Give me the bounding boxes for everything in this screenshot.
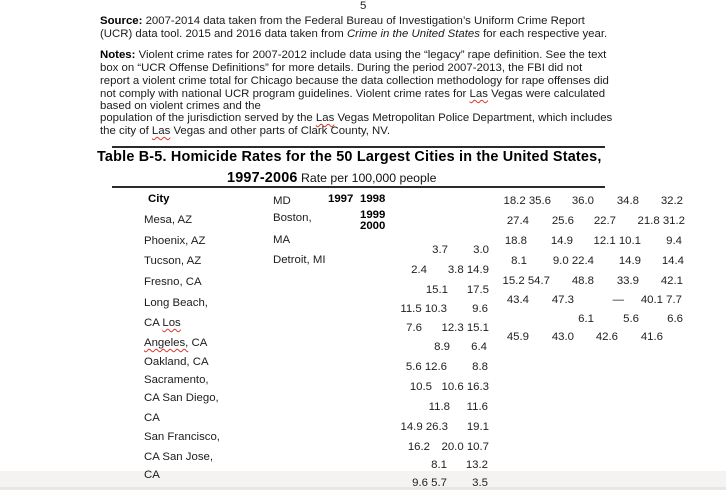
city-cell: Phoenix, AZ (144, 235, 206, 247)
table-top-rule (112, 146, 605, 148)
city-cell: Mesa, AZ (144, 214, 193, 226)
rate-cell: 45.9 (506, 331, 529, 343)
rate-cell: 8.1 (431, 459, 447, 471)
rate-cell: 10.5 (409, 381, 432, 393)
rate-cell: 42.6 (595, 331, 618, 343)
rate-cell: 34.8 (616, 195, 639, 207)
notes-line-2: box on “UCR Offense Definitions” for more details. During the period 2007-2013, the FBI did not (100, 62, 583, 74)
rate-cell: 14.4 (661, 255, 684, 267)
source-line-1 (100, 15, 585, 27)
notes-line-4: not comply with national UCR program guidelines. Violent crime rates for Las Vegas were calculated (100, 88, 606, 100)
rate-cell: 3.7 (432, 244, 448, 256)
city-cell: CA Los (144, 317, 181, 329)
rate-cell: 8.1 (511, 255, 527, 267)
city-cell: Sacramento, (144, 374, 209, 386)
spellcheck-word: Las (151, 125, 171, 137)
spellcheck-word: Los (162, 317, 181, 329)
source-italic-title: Crime in the United States (346, 28, 480, 40)
rate-cell: 3.0 (473, 244, 489, 256)
table-title: Table B-5. Homicide Rates for the 50 Largest Cities in the United States, (97, 149, 602, 165)
rate-cell: 8.8 (472, 361, 488, 373)
source-line-2 (100, 28, 607, 40)
notes-label: Notes: (100, 49, 136, 61)
rate-cell: 13.2 (465, 459, 488, 471)
col-header-1997: 1997 (328, 193, 354, 205)
rate-cell: 14.9 26.3 (400, 421, 448, 433)
col-header-1999: 1999 (360, 209, 386, 221)
rate-cell: 9.6 (472, 303, 488, 315)
spellcheck-word: Las (315, 112, 335, 124)
spellcheck-word: Las (469, 88, 488, 100)
table-subtitle-years: 1997-2006 (227, 170, 298, 186)
notes-line-1 (100, 49, 606, 61)
col-header-1998: 1998 (360, 193, 386, 205)
rate-cell: 33.9 (616, 275, 639, 287)
rate-cell: 9.6 5.7 (412, 477, 447, 489)
city-cell: Oakland, CA (144, 356, 209, 368)
rate-cell: 14.9 (618, 255, 641, 267)
rate-cell: 22.7 (593, 215, 616, 227)
rate-cell: 36.0 (571, 195, 594, 207)
rate-cell: 8.9 (434, 341, 450, 353)
source-text: 2007-2014 data taken from the Federal Bureau of Investigation’s Uniform Crime Report (142, 15, 585, 27)
rate-cell: 32.2 (660, 195, 683, 207)
rate-cell: 7.6 (406, 322, 422, 334)
rate-cell: 48.8 (571, 275, 594, 287)
table-header-rule (112, 186, 605, 188)
rate-cell: 47.3 (551, 294, 574, 306)
window-bottom-strip (0, 471, 726, 490)
rate-cell: 43.4 (506, 294, 529, 306)
notes-text: Violent crime rates for 2007-2012 include data using the “legacy” rape definition. See the text (135, 49, 607, 61)
city-cell: San Francisco, (144, 431, 220, 443)
rate-cell: 5.6 (623, 313, 639, 325)
rate-cell: 15.1 (425, 284, 448, 296)
spellcheck-word: Angeles, (144, 337, 189, 349)
col-header-md: MD (273, 195, 291, 207)
md-cell: Boston, (273, 212, 312, 224)
rate-cell: 5.6 12.6 (405, 361, 447, 373)
rate-cell: 43.0 (551, 331, 574, 343)
md-cell: Detroit, MI (273, 254, 326, 266)
rate-cell: 3.5 (472, 477, 488, 489)
city-cell: Long Beach, (144, 297, 208, 309)
page-number: 5 (360, 0, 367, 12)
rate-cell: 11.8 (428, 401, 450, 413)
rate-cell: 40.1 7.7 (640, 294, 682, 306)
source-label: Source: (100, 15, 143, 27)
rate-cell: 10.6 16.3 (441, 381, 489, 393)
city-cell: CA (144, 412, 160, 424)
rate-cell: — (612, 294, 624, 306)
rate-cell: 6.6 (667, 313, 683, 325)
source-text: for each respective year. (479, 28, 608, 40)
city-cell: CA San Diego, (144, 392, 219, 404)
rate-cell: 3.8 14.9 (447, 264, 489, 276)
rate-cell: 19.1 (466, 421, 489, 433)
rate-cell: 18.8 (504, 235, 527, 247)
rate-cell: 12.1 10.1 (593, 235, 641, 247)
rate-cell: 2.4 (411, 264, 427, 276)
rate-cell: 27.4 (506, 215, 529, 227)
city-cell: Fresno, CA (144, 276, 202, 288)
rate-cell: 18.2 35.6 (503, 195, 551, 207)
notes-line-5: based on violent crimes and the (100, 100, 261, 112)
city-cell: Angeles, CA (144, 337, 208, 349)
md-cell: MA (273, 234, 291, 246)
rate-cell: 14.9 (550, 235, 573, 247)
col-header-city: City (148, 193, 170, 205)
rate-cell: 42.1 (660, 275, 683, 287)
rate-cell: 16.2 (407, 441, 430, 453)
notes-line-7: the city of Las Vegas and other parts of Clark County, NV. (100, 125, 391, 137)
rate-cell: 12.3 15.1 (441, 322, 489, 334)
rate-cell: 20.0 10.7 (441, 441, 489, 453)
rate-cell: 41.6 (640, 331, 663, 343)
source-text: (UCR) data tool. 2015 and 2016 data taken from (100, 28, 347, 40)
notes-line-6: population of the jurisdiction served by the Las Vegas Metropolitan Police Department, which includes (100, 112, 613, 124)
rate-cell: 11.5 10.3 (400, 303, 447, 315)
rate-cell: 9.4 (666, 235, 682, 247)
rate-cell: 6.4 (471, 341, 487, 353)
city-cell: CA San Jose, (144, 451, 214, 463)
rate-cell: 15.2 54.7 (502, 275, 550, 287)
table-subtitle (227, 170, 436, 186)
col-header-2000: 2000 (360, 220, 386, 232)
rate-cell: 9.0 22.4 (552, 255, 594, 267)
rate-cell: 21.8 31.2 (637, 215, 685, 227)
rate-cell: 17.5 (466, 284, 489, 296)
city-cell: Tucson, AZ (144, 255, 202, 267)
notes-line-3: report a violent crime total for Chicago because the data collection methodology for rape offenses did (100, 75, 609, 87)
city-cell: CA (144, 469, 160, 481)
rate-cell: 11.6 (466, 401, 488, 413)
rate-cell: 25.6 (551, 215, 574, 227)
rate-cell: 6.1 (578, 313, 594, 325)
table-subtitle-units: Rate per 100,000 people (297, 171, 437, 185)
